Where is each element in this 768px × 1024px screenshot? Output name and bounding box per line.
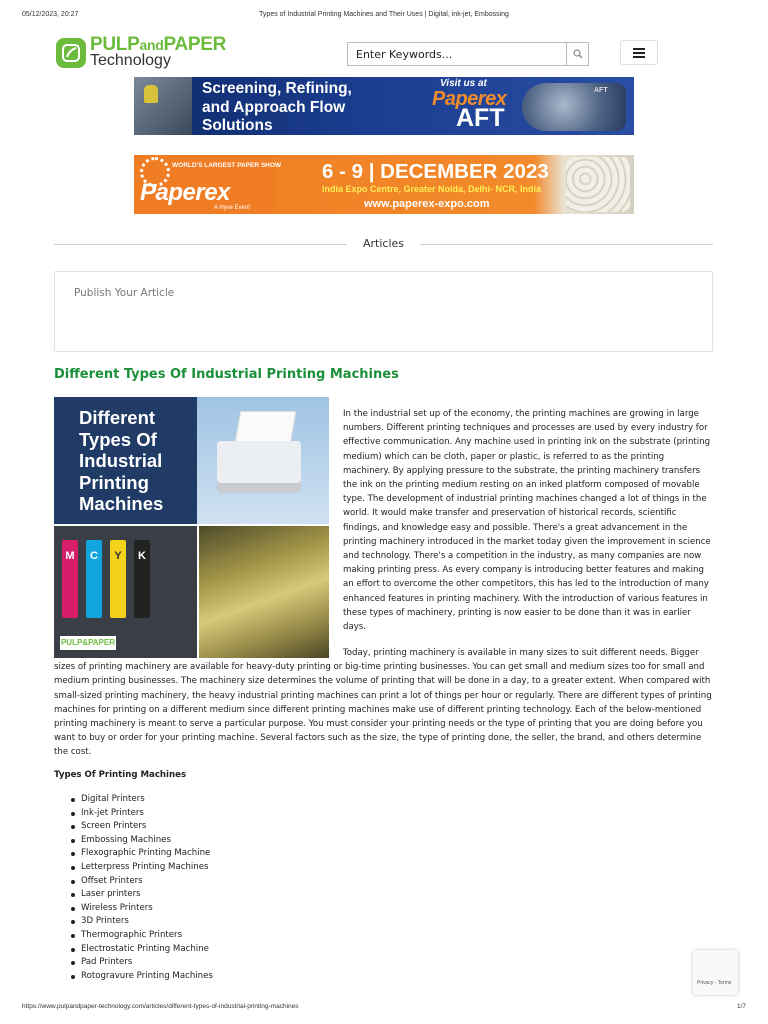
hero-printer-photo	[197, 397, 329, 524]
hero-title-line: Different	[79, 407, 156, 428]
machine-label: AFT	[594, 87, 608, 94]
list-item: Flexographic Printing Machine	[81, 847, 341, 861]
logo-brand-and: and	[139, 37, 164, 53]
hero-title	[79, 407, 163, 515]
hero-title-line: Machines	[79, 493, 164, 514]
recaptcha-text: Privacy - Terms	[697, 980, 732, 986]
publish-article-link[interactable]: Publish Your Article	[74, 287, 175, 299]
event-venue: India Expo Centre, Greater Noida, Delhi- NCR, India	[322, 184, 542, 194]
print-document-title: Types of Industrial Printing Machines and Their Uses | Digital, ink-jet, Embossing	[259, 11, 509, 18]
article-paragraph: In the industrial set up of the economy, the printing machines are growing in large numbers. Different printing techniques and processes are used by every industry for effective communication. Any machine used in printing ink on the substrate (printing medium) which can be cloth, paper or plastic, is referred to as the printing machinery. By applying pressure to the substrate, the printing machinery transfers the ink on the printing medium resting on an inked platform composed of movable type. The development of industrial printing machines changed a lot of things in the world. It would make transfer and preservation of historical records, scientific findings, and knowledge easy and possible. There's a great advancement in the printing machinery introduced in the market today given the improvement in science and technology. There's a competition in the industry, as many companies are now making printing press. As every company is introducing better features and making an effort to overcome the other competitors, this has led to the introduction of many enhanced features in printing machinery. With the introduction of various features in these types of machinery, printing is now easier to be done than it was in earlier days.	[343, 409, 711, 633]
hero-title-panel	[54, 397, 197, 524]
paperex-tagline: WORLD'S LARGEST PAPER SHOW	[172, 162, 282, 169]
list-item: Electrostatic Printing Machine	[81, 943, 341, 957]
print-footer	[22, 1003, 746, 1013]
article-title: Different Types Of Industrial Printing Machines	[54, 367, 399, 382]
list-item: Ink-jet Printers	[81, 807, 341, 821]
list-item: Letterpress Printing Machines	[81, 861, 341, 875]
list-item: Screen Printers	[81, 820, 341, 834]
hero-title-line: Printing	[79, 471, 149, 493]
list-item: Offset Printers	[81, 875, 341, 889]
logo-tagline: Technology	[90, 52, 171, 69]
paperex-logo: Paperex	[140, 179, 230, 206]
hero-title-line: Industrial	[79, 450, 163, 471]
banner-headline-line: and Approach Flow	[202, 98, 346, 116]
list-item: Embossing Machines	[81, 834, 341, 848]
print-page-number: 1/7	[736, 1003, 746, 1010]
logo-brand-paper: PAPER	[163, 34, 227, 55]
hero-title-line: Types Of	[79, 428, 157, 450]
list-item: Wireless Printers	[81, 902, 341, 916]
event-website: www.paperex-expo.com	[364, 198, 490, 210]
logo-brand-pulp: PULP	[90, 34, 140, 55]
print-date: 05/12/2023, 20:27	[22, 11, 79, 18]
search-button[interactable]	[566, 43, 588, 65]
list-item: Rotogravure Printing Machines	[81, 970, 341, 984]
list-item: Thermographic Printers	[81, 929, 341, 943]
menu-button[interactable]	[620, 40, 658, 65]
recaptcha-badge[interactable]	[693, 950, 738, 995]
hero-ink-cartridges-photo	[54, 526, 197, 658]
list-item: Digital Printers	[81, 793, 341, 807]
search-bar	[347, 42, 589, 66]
paperex-organizer: A Hyve Event	[214, 205, 251, 211]
banner-headline-line: Screening, Refining,	[202, 80, 352, 97]
leaf-icon	[56, 38, 86, 68]
banner-photo	[134, 77, 192, 135]
site-logo[interactable]	[56, 36, 246, 72]
paperex-brand-block	[134, 155, 282, 214]
aft-advert-banner[interactable]	[134, 77, 634, 135]
types-heading: Types Of Printing Machines	[54, 770, 187, 780]
banner-event-logo: Paperex	[432, 88, 507, 110]
paper-rolls-image	[566, 157, 630, 212]
search-icon	[573, 49, 583, 59]
article-paragraph: Today, printing machinery is available in many sizes to suit different needs. Bigger sizes of printing machinery are available for heavy-duty printing or big-time printing businesses. You can get small and medium sizes too for small and medium printing businesses. The machinery size determines the volume of printing that will be done in a day, to a greater extent. When compared with small-sized printing machinery, the heavy industrial printing machines can print a lot of things per hour or regularly. There are different types of printing machines for printing on a different medium since different printing machines make use of different printing technology. Each of the below-mentioned printing machinery is meant to serve a particular purpose. You must consider your printing needs or the type of printing that you are doing before you want to buy or order for your printing machine. Several factors such as the size, the type of printing done, the seller, the brand, and others determine the cost.	[54, 648, 712, 758]
banner-visit-text: Visit us at	[440, 78, 487, 89]
hamburger-icon	[633, 48, 645, 58]
cartridge-label: K	[138, 550, 146, 562]
banner-machine-image	[522, 83, 626, 131]
banner-headline-line: Solutions	[202, 117, 273, 134]
cartridge-label: M	[65, 550, 75, 562]
cartridge-label: Y	[114, 550, 122, 562]
search-input[interactable]	[348, 43, 566, 65]
article-hero-image	[54, 397, 329, 658]
hero-foil-roll-photo	[199, 526, 329, 658]
publish-article-box	[54, 271, 713, 352]
cartridge-label: C	[90, 550, 98, 562]
banner-headline	[202, 80, 352, 135]
list-item: Laser printers	[81, 888, 341, 902]
banner-brand-logo: AFT	[456, 104, 505, 132]
section-label: Articles	[362, 237, 405, 250]
paperex-advert-banner[interactable]	[134, 155, 634, 214]
list-item: 3D Printers	[81, 915, 341, 929]
section-divider	[54, 236, 713, 254]
event-dates: 6 - 9 | DECEMBER 2023	[322, 160, 549, 183]
list-item: Pad Printers	[81, 956, 341, 970]
hero-watermark: PULP&PAPER	[60, 636, 116, 650]
print-url: https://www.pulpandpaper-technology.com/articles/different-types-of-industrial-printing-machines	[22, 1003, 299, 1010]
types-list	[81, 793, 341, 983]
print-header	[22, 11, 746, 21]
